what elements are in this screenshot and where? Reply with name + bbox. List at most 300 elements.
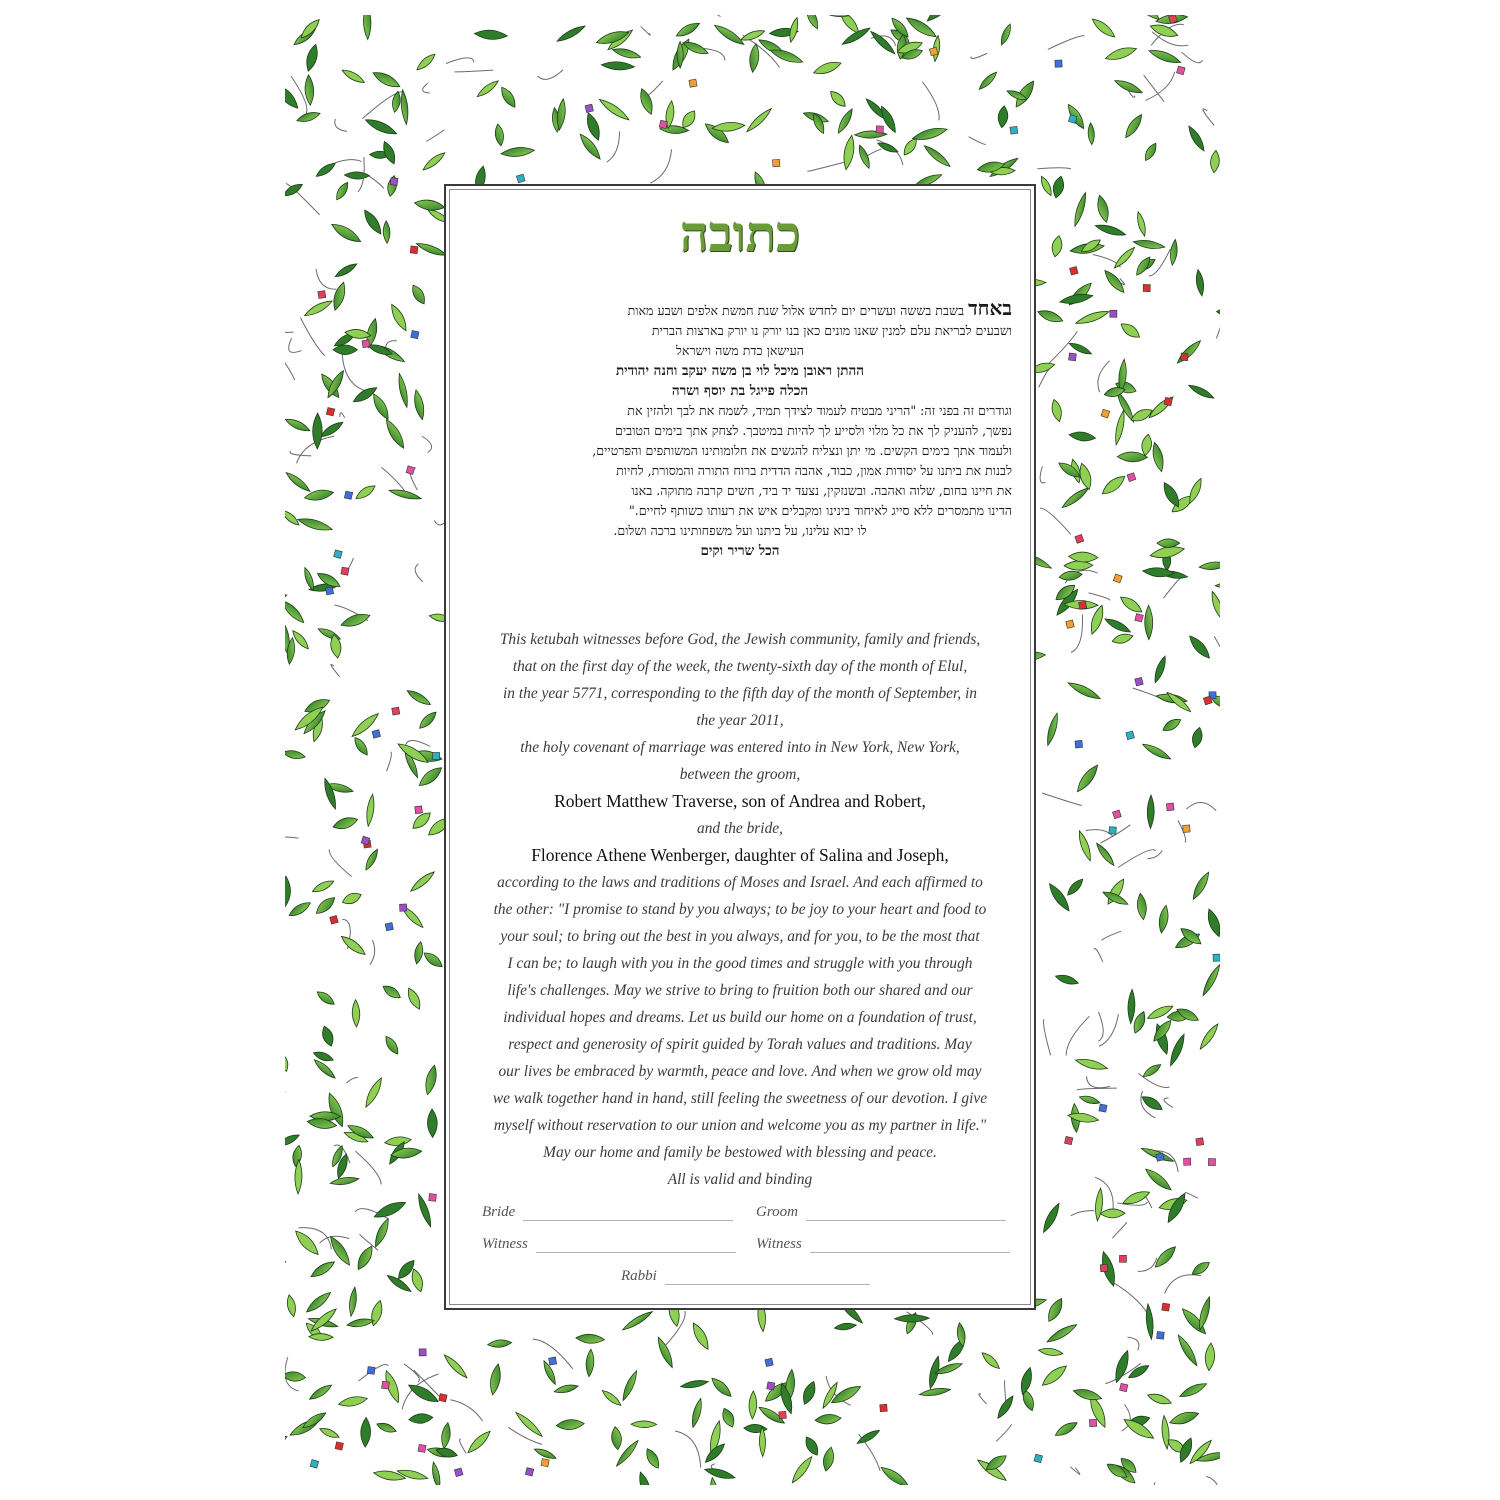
- leaf: [1053, 1419, 1079, 1439]
- english-text: [476, 626, 1004, 1193]
- leaf: [597, 96, 631, 122]
- blossom: [659, 120, 667, 128]
- blossom: [334, 550, 343, 559]
- leaf: [1045, 712, 1061, 746]
- leaf: [501, 146, 535, 158]
- leaf: [381, 983, 403, 1001]
- vine-stem: [348, 558, 353, 569]
- leaf: [1215, 581, 1220, 589]
- witness-1-label: Witness: [482, 1236, 528, 1252]
- leaf: [388, 302, 410, 332]
- leaf: [319, 1426, 341, 1440]
- leaf: [334, 180, 351, 201]
- leaf: [556, 1419, 585, 1431]
- leaf: [1145, 1304, 1155, 1340]
- leaf: [789, 1454, 814, 1485]
- leaf: [925, 15, 956, 24]
- blossom: [392, 707, 400, 715]
- leaf: [834, 1322, 857, 1331]
- witness-1-signature: [482, 1236, 736, 1253]
- hebrew-line-2: ושבעים לבריאת עלם למנין שאנו מונים כאן בנו יורק נו יורק בארצות הברית: [651, 323, 1012, 338]
- groom-signature-label: Groom: [756, 1204, 798, 1220]
- leaf: [1167, 1033, 1187, 1068]
- leaf: [352, 735, 371, 757]
- vine-stem: [922, 82, 939, 120]
- leaf: [1152, 1244, 1178, 1271]
- blossom: [772, 159, 780, 167]
- rabbi-signature-line[interactable]: [665, 1270, 870, 1285]
- leaf: [409, 1268, 425, 1294]
- leaf: [1197, 1022, 1220, 1051]
- leaf: [417, 709, 439, 731]
- leaf: [1200, 963, 1220, 997]
- rabbi-signature: [621, 1268, 870, 1285]
- vine-stem: [355, 1151, 381, 1184]
- vine-stem: [1102, 931, 1122, 940]
- leaf: [301, 1410, 328, 1431]
- leaf: [1136, 893, 1148, 920]
- blossom: [1127, 473, 1136, 482]
- leaf: [372, 1198, 407, 1221]
- leaf: [400, 89, 410, 124]
- leaf: [384, 1135, 411, 1146]
- leaf: [303, 298, 334, 319]
- vine-stem: [1216, 310, 1220, 338]
- blossom: [1110, 310, 1117, 317]
- vine-stem: [1048, 36, 1085, 50]
- leaf: [363, 848, 380, 872]
- leaf: [610, 1426, 622, 1450]
- leaf: [1102, 268, 1127, 295]
- leaf: [1190, 870, 1212, 901]
- leaf: [803, 15, 820, 31]
- hebrew-groom-line: ההתן ראובן מיכל לוי בן משה יעקב וחנה יהודית: [615, 363, 865, 379]
- leaf: [1118, 593, 1145, 615]
- leaf: [643, 1446, 662, 1470]
- leaf: [322, 777, 339, 810]
- leaf: [1175, 338, 1203, 366]
- leaf: [346, 1317, 374, 1329]
- hebrew-first-word: באחד: [968, 296, 1012, 320]
- leaf: [312, 1057, 337, 1080]
- leaf: [421, 949, 444, 970]
- leaf: [1103, 616, 1132, 635]
- leaf: [922, 143, 952, 169]
- blossom: [390, 178, 398, 186]
- leaf: [1067, 680, 1102, 702]
- blossom: [1068, 115, 1077, 124]
- leaf: [376, 1421, 398, 1435]
- hebrew-line-7: נפשך, להעניק לך את כל מלוי ולסייע לך להיות במיטבך. לצחק אתך בימים הטובים: [614, 423, 1012, 438]
- leaf: [391, 91, 402, 113]
- leaf: [1113, 410, 1127, 446]
- leaf: [1195, 269, 1206, 296]
- vine-stem: [1098, 1012, 1103, 1041]
- leaf: [911, 125, 948, 143]
- leaf: [842, 134, 857, 170]
- bride-signature-line[interactable]: [523, 1206, 733, 1221]
- leaf: [514, 1410, 545, 1439]
- hebrew-line-9: לבנות את ביתנו על יסודות אמון, כבוד, אהבה הדדית ברוח התורה והמסורת, לחיות: [616, 463, 1012, 478]
- leaf: [285, 508, 301, 528]
- leaf: [1142, 141, 1159, 162]
- leaf: [674, 20, 701, 40]
- leaf: [1046, 881, 1073, 913]
- leaf: [1147, 394, 1176, 420]
- groom-signature: [756, 1204, 1006, 1221]
- bride-intro: and the bride,: [697, 820, 783, 837]
- leaf: [1112, 1349, 1132, 1384]
- hebrew-text: [468, 298, 1012, 561]
- vine-stem: [290, 451, 311, 456]
- english-intro-line: the holy covenant of marriage was entered into in New York, New York,: [520, 739, 960, 756]
- blossom: [549, 1357, 557, 1365]
- ketubah-text-panel: [444, 184, 1036, 1310]
- leaf: [285, 1050, 291, 1073]
- vine-stem: [1138, 1258, 1157, 1272]
- leaf: [1216, 308, 1220, 317]
- leaf: [333, 345, 357, 355]
- groom-name: Robert Matthew Traverse, son of Andrea and Robert,: [554, 791, 926, 811]
- leaf: [297, 515, 334, 533]
- blossom: [362, 340, 370, 348]
- leaf: [631, 1421, 657, 1428]
- leaf: [1094, 1188, 1104, 1222]
- vine-stem: [1045, 331, 1077, 367]
- hebrew-line-3: העישאן כדת משה וישראל: [676, 343, 804, 358]
- leaf: [365, 794, 376, 827]
- blossom: [1162, 1303, 1170, 1311]
- leaf: [329, 220, 363, 245]
- witness-2-label: Witness: [756, 1236, 802, 1252]
- leaf: [1122, 112, 1145, 140]
- blossom: [400, 904, 407, 911]
- leaf: [1051, 175, 1066, 199]
- leaf: [372, 1217, 392, 1248]
- leaf: [304, 75, 314, 106]
- leaf: [977, 70, 999, 92]
- leaf: [406, 1381, 440, 1406]
- leaf: [1117, 452, 1147, 462]
- blossom: [1089, 1419, 1096, 1426]
- leaf: [1187, 382, 1215, 400]
- ketubah-title: כתובה: [679, 204, 801, 263]
- hebrew-closing: הכל שריר וקים: [700, 543, 780, 559]
- leaf: [1076, 830, 1093, 862]
- english-body-line: I can be; to laugh with you in the good times and struggle with you through: [507, 955, 973, 972]
- leaf: [1075, 308, 1110, 326]
- blossom: [433, 752, 440, 759]
- leaf: [1079, 1094, 1101, 1106]
- leaf: [409, 869, 437, 893]
- vine-stem: [450, 1400, 482, 1421]
- leaf: [285, 82, 301, 112]
- witness-2-signature: [756, 1236, 1010, 1253]
- blossom: [326, 407, 334, 415]
- leaf: [637, 1471, 654, 1485]
- vine-stem: [1148, 850, 1163, 858]
- vine-stem: [1037, 168, 1071, 169]
- leaf: [416, 764, 444, 789]
- leaf: [363, 1076, 385, 1109]
- blossom: [1157, 1331, 1165, 1339]
- leaf: [1145, 605, 1153, 639]
- leaf: [314, 161, 337, 180]
- leaf: [494, 123, 505, 146]
- blossom: [454, 1468, 463, 1477]
- leaf: [1204, 1343, 1215, 1371]
- leaf: [440, 1422, 452, 1449]
- english-blessing: May our home and family be bestowed with blessing and peace.: [543, 1144, 937, 1161]
- blossom: [1119, 1255, 1126, 1262]
- english-body-line: according to the laws and traditions of Moses and Israel. And each affirmed to: [497, 874, 983, 891]
- blossom: [585, 104, 593, 112]
- leaf: [800, 1380, 818, 1406]
- leaf: [749, 1391, 758, 1419]
- bride-signature: [482, 1204, 733, 1221]
- leaf: [363, 15, 372, 40]
- leaf: [1143, 1166, 1174, 1193]
- leaf: [1157, 539, 1180, 548]
- vine-stem: [1186, 802, 1216, 810]
- leaf: [620, 1369, 640, 1402]
- english-closing: All is valid and binding: [667, 1171, 813, 1188]
- vine-stem: [690, 15, 720, 17]
- blossom: [541, 1459, 549, 1467]
- groom-signature-line[interactable]: [806, 1206, 1006, 1221]
- leaf: [414, 198, 446, 212]
- leaf: [1209, 590, 1220, 621]
- leaf: [1074, 762, 1101, 794]
- blossom: [439, 1394, 447, 1402]
- vine-stem: [1042, 793, 1082, 806]
- leaf: [894, 1314, 929, 1322]
- leaf: [1064, 561, 1093, 571]
- vine-stem: [446, 58, 474, 64]
- leaf: [330, 1176, 360, 1187]
- leaf: [1094, 841, 1116, 867]
- witness-1-line[interactable]: [536, 1238, 736, 1253]
- leaf: [655, 1336, 676, 1369]
- vine-stem: [1086, 1076, 1109, 1088]
- blossom: [929, 47, 938, 56]
- blossom: [318, 291, 326, 299]
- leaf: [1038, 1347, 1063, 1357]
- hebrew-bride-line: הכלה פייגל בת יוסף ושרה: [671, 383, 809, 399]
- leaf: [1050, 398, 1064, 422]
- leaf: [1090, 16, 1117, 40]
- blossom: [1184, 1158, 1191, 1165]
- leaf: [412, 389, 426, 421]
- blossom: [1069, 353, 1077, 361]
- leaf: [304, 43, 320, 72]
- leaf: [352, 1000, 360, 1027]
- hebrew-line-10: את חיינו בחום, שלוה ואהבה. ובשנזקין, נצעד יד ביד, חשים קרבה מתוקה. באנו: [631, 483, 1012, 498]
- leaf: [1045, 1296, 1066, 1324]
- vine-stem: [1153, 1482, 1164, 1485]
- leaf: [1141, 1062, 1162, 1080]
- blossom: [1113, 574, 1122, 583]
- blossom: [1135, 614, 1144, 623]
- leaf: [1072, 192, 1089, 228]
- leaf: [1095, 194, 1111, 223]
- blossom: [1034, 1454, 1043, 1463]
- leaf: [285, 749, 306, 761]
- leaf: [999, 23, 1013, 46]
- english-intro-line: the year 2011,: [696, 712, 784, 729]
- blossom: [419, 1349, 426, 1356]
- leaf: [745, 106, 774, 134]
- leaf: [405, 688, 432, 708]
- vine-stem: [291, 76, 307, 113]
- leaf: [1039, 1362, 1069, 1388]
- leaf: [1146, 1391, 1172, 1407]
- leaf: [709, 1477, 720, 1485]
- leaf: [371, 69, 402, 91]
- leaf: [1069, 430, 1097, 442]
- blossom: [1196, 1138, 1204, 1146]
- vine-stem: [1164, 1098, 1173, 1108]
- hebrew-line-12: לו יבוא עלינו, על ביתנו ועל משפחותינו ברכה ושלום.: [613, 523, 867, 538]
- leaf: [309, 1258, 337, 1280]
- leaf: [1111, 632, 1134, 646]
- leaf: [1054, 973, 1079, 987]
- blossom: [418, 1444, 426, 1452]
- vine-stem: [460, 1439, 467, 1453]
- leaf: [334, 261, 359, 279]
- blossom: [1010, 126, 1018, 134]
- leaf: [354, 483, 377, 502]
- blossom: [325, 587, 333, 595]
- vine-stem: [300, 318, 324, 356]
- blossom: [1112, 810, 1121, 819]
- vine-stem: [650, 149, 671, 183]
- leaf: [320, 1025, 336, 1048]
- vine-stem: [538, 70, 564, 80]
- blossom: [1100, 1264, 1107, 1271]
- leaf: [341, 890, 363, 907]
- leaf: [383, 417, 408, 450]
- leaf: [1178, 1380, 1208, 1400]
- vine-stem: [1127, 1337, 1138, 1350]
- leaf: [1072, 1387, 1103, 1403]
- leaf: [487, 1339, 512, 1348]
- leaf: [370, 392, 392, 422]
- leaf: [856, 144, 872, 170]
- leaf: [442, 1352, 469, 1380]
- blossom: [767, 1382, 775, 1390]
- leaf: [331, 281, 348, 312]
- leaf: [1075, 1056, 1109, 1072]
- blossom: [429, 1194, 437, 1202]
- english-body-line: respect and generosity of spirit guided by Torah values and traditions. May: [508, 1036, 972, 1053]
- vine-stem: [1066, 1016, 1089, 1055]
- vine-stem: [285, 340, 295, 380]
- vine-stem: [675, 1431, 701, 1468]
- blossom: [1164, 397, 1172, 405]
- vine-stem: [423, 83, 430, 93]
- vine-stem: [415, 564, 423, 582]
- leaf: [690, 1398, 704, 1429]
- leaf: [341, 67, 367, 85]
- blossom: [1070, 266, 1079, 275]
- leaf: [415, 52, 438, 73]
- leaf: [748, 43, 760, 73]
- leaf: [1068, 551, 1098, 562]
- english-intro-line: in the year 5771, corresponding to the fifth day of the month of September, in: [503, 685, 977, 702]
- leaf: [919, 1386, 951, 1397]
- leaf: [1135, 211, 1147, 237]
- leaf: [576, 1333, 605, 1344]
- leaf: [364, 116, 399, 138]
- leaf: [423, 1064, 439, 1096]
- leaf: [997, 105, 1009, 128]
- vine-stem: [1070, 1467, 1080, 1475]
- vine-stem: [1071, 1211, 1094, 1216]
- leaf: [1036, 307, 1064, 324]
- leaf: [1099, 473, 1127, 498]
- leaf: [285, 1294, 297, 1317]
- vine-stem: [1138, 1073, 1169, 1087]
- blossom: [1208, 1158, 1215, 1165]
- leaf: [815, 1413, 842, 1425]
- blossom: [406, 466, 415, 475]
- vine-stem: [1185, 1192, 1198, 1198]
- leaf: [601, 61, 635, 71]
- vine-stem: [285, 837, 299, 839]
- witness-2-line[interactable]: [810, 1238, 1010, 1253]
- leaf: [285, 1371, 306, 1383]
- vine-stem: [329, 849, 352, 876]
- vine-stem: [335, 119, 347, 131]
- blossom: [1079, 601, 1087, 609]
- vine-stem: [969, 137, 986, 145]
- leaf: [680, 1379, 709, 1390]
- vine-stem: [387, 752, 392, 772]
- blossom: [1213, 954, 1220, 961]
- leaf: [713, 22, 746, 47]
- leaf: [383, 1034, 402, 1056]
- leaf: [339, 933, 368, 958]
- leaf: [332, 815, 359, 832]
- blossom: [1119, 1383, 1127, 1391]
- leaf: [1210, 150, 1220, 173]
- blossom: [525, 1468, 533, 1476]
- blossom: [310, 1460, 319, 1469]
- leaf: [1140, 434, 1153, 457]
- leaf: [415, 241, 448, 259]
- blossom: [1109, 827, 1116, 834]
- leaf: [1190, 726, 1204, 748]
- blossom: [344, 491, 352, 499]
- blossom: [335, 1442, 343, 1450]
- vine-stem: [1089, 593, 1110, 601]
- leaf: [405, 986, 423, 1011]
- leaf: [348, 1287, 358, 1317]
- blossom: [382, 1381, 390, 1389]
- leaf: [1050, 235, 1063, 258]
- vine-stem: [1144, 75, 1164, 102]
- blossom: [411, 330, 419, 338]
- blossom: [410, 246, 418, 254]
- blossom: [1166, 803, 1174, 811]
- blossom: [1126, 731, 1135, 740]
- english-body-line: myself without reservation to our union and welcome you as my partner in life.": [493, 1117, 987, 1134]
- leaf: [553, 1383, 579, 1395]
- leaf: [1133, 238, 1166, 250]
- leaf: [556, 23, 587, 44]
- leaf: [877, 140, 900, 154]
